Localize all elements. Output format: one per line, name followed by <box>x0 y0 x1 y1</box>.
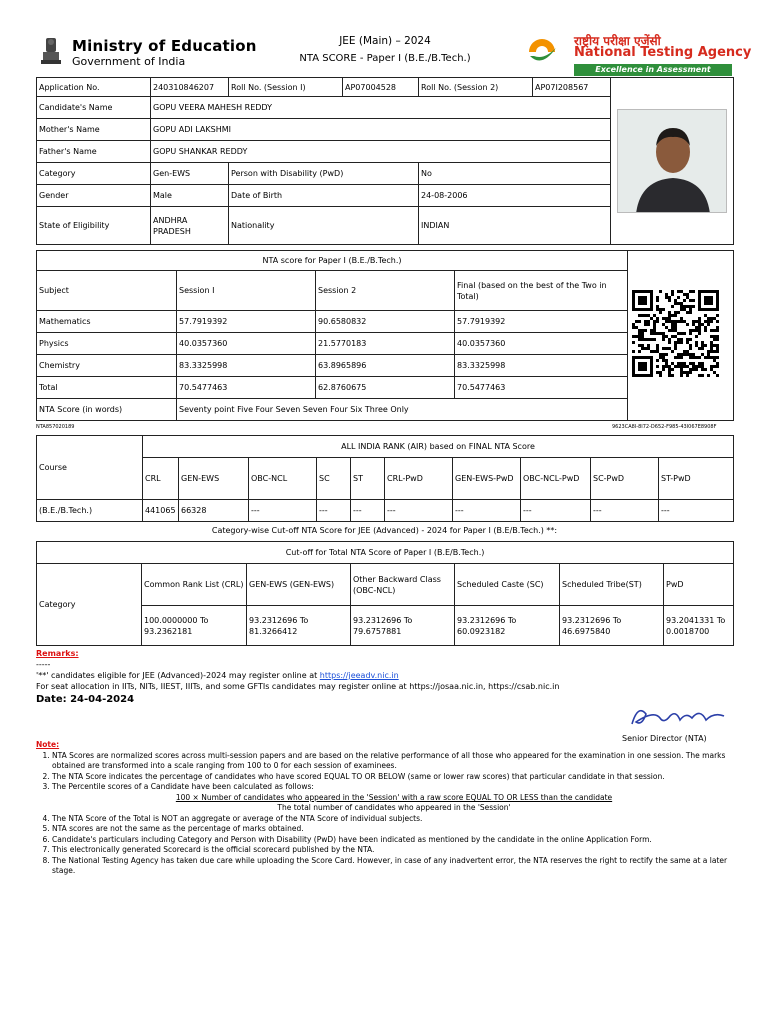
ministry-subtitle: Government of India <box>72 55 186 68</box>
jeeadv-link[interactable]: https://jeeadv.nic.in <box>319 671 399 680</box>
person-icon <box>618 110 727 213</box>
note-item: 2. The NTA Score indicates the percentage of candidates who have scored EQUAL TO OR BELOW (same or lower raw scores) that particular candidate in that session. <box>52 772 736 783</box>
cutoff-header: Scheduled Tribe(ST) <box>560 564 664 606</box>
scores-header-final: Final (based on the best of the Two in Total) <box>455 271 628 311</box>
photo-cell <box>611 78 734 245</box>
note-item: 7. This electronically generated Scorecard is the official scorecard published by the NTA. <box>52 845 736 856</box>
score-cell: 40.0357360 <box>177 333 316 355</box>
dob-label: Date of Birth <box>229 185 419 207</box>
score-words-value: Seventy point Five Four Seven Seven Four Six Three Only <box>177 399 628 421</box>
note-item: 6. Candidate's particulars including Category and Person with Disability (PwD) have been indicated as mentioned by the candidate in the online Application Form. <box>52 835 736 846</box>
rank-header: SC-PwD <box>591 458 659 500</box>
rank-header: GEN-EWS-PwD <box>453 458 521 500</box>
candidate-table <box>36 77 734 245</box>
rank-value: --- <box>351 500 385 522</box>
note-item-text: The Percentile scores of a Candidate have been calculated as follows: <box>52 782 314 791</box>
remarks-line1 <box>36 670 736 681</box>
category-label: Category <box>37 163 151 185</box>
note-item: 5. NTA scores are not the same as the percentage of marks obtained. <box>52 824 736 835</box>
signature-icon <box>620 700 740 732</box>
note-item: 4. The NTA Score of the Total is NOT an aggregate or average of the NTA Score of individual subjects. <box>52 814 736 825</box>
score-cell: 70.5477463 <box>455 377 628 399</box>
score-cell: Mathematics <box>37 311 177 333</box>
score-code-right: 9623CA8I-8I72-D652-F985-43I067E8908F <box>612 424 717 430</box>
cutoff-header: GEN-EWS (GEN-EWS) <box>247 564 351 606</box>
remarks-dash: ----- <box>36 660 51 669</box>
rank-value: --- <box>317 500 351 522</box>
rank-course-value: (B.E./B.Tech.) <box>37 500 143 522</box>
scores-title: NTA score for Paper I (B.E./B.Tech.) <box>37 251 628 271</box>
scores-header-subject: Subject <box>37 271 177 311</box>
remarks-section <box>36 648 736 705</box>
document-title: JEE (Main) – 2024 <box>339 35 431 47</box>
cutoff-value: 93.2312696 To 81.3266412 <box>247 606 351 646</box>
rank-header: OBC-NCL <box>249 458 317 500</box>
rank-value: --- <box>591 500 659 522</box>
score-words-label: NTA Score (in words) <box>37 399 177 421</box>
candidate-name-label: Candidate's Name <box>37 97 151 119</box>
cutoff-table <box>36 541 734 646</box>
score-cell: 83.3325998 <box>455 355 628 377</box>
cutoff-title: Cut-off for Total NTA Score of Paper I (B.E/B.Tech.) <box>37 542 734 564</box>
cutoff-header: Scheduled Caste (SC) <box>455 564 560 606</box>
notes-list <box>52 751 736 877</box>
application-no-label: Application No. <box>37 78 151 97</box>
cutoff-value: 93.2041331 To 0.0018700 <box>664 606 734 646</box>
gender-value: Male <box>151 185 229 207</box>
rank-header: GEN-EWS <box>179 458 249 500</box>
percentile-formula <box>52 793 736 814</box>
nationality-label: Nationality <box>229 207 419 245</box>
cutoff-value: 100.0000000 To 93.2362181 <box>142 606 247 646</box>
rank-value: 441065 <box>143 500 179 522</box>
nta-name: National Testing Agency <box>574 45 752 60</box>
gender-label: Gender <box>37 185 151 207</box>
cutoff-category-label: Category <box>37 564 142 646</box>
rank-header: CRL <box>143 458 179 500</box>
pwd-value: No <box>419 163 611 185</box>
score-cell: 63.8965896 <box>316 355 455 377</box>
cutoff-caption: Category-wise Cut-off NTA Score for JEE (Advanced) - 2024 for Paper I (B.E/B.Tech.) **: <box>211 526 558 535</box>
issue-date: Date: 24-04-2024 <box>36 694 135 705</box>
nta-logo-icon <box>526 38 558 70</box>
father-name-value: GOPU SHANKAR REDDY <box>151 141 611 163</box>
ministry-title: Ministry of Education <box>72 37 257 55</box>
nta-tagline: Excellence in Assessment <box>574 64 732 76</box>
cutoff-header: PwD <box>664 564 734 606</box>
qr-cell <box>628 251 734 421</box>
remarks-title: Remarks: <box>36 649 79 658</box>
note-item: 8. The National Testing Agency has taken due care while uploading the Score Card. However, in case of any inadvertent error, the NTA reserves the right to rectify the same at a later stage. <box>52 856 736 877</box>
remarks-line1-text: '**' candidates eligible for JEE (Advanced)-2024 may register online at <box>36 671 320 680</box>
rank-header: SC <box>317 458 351 500</box>
notes-section <box>36 740 736 877</box>
remarks-line2: For seat allocation in IITs, NITs, IIEST, IIITs, and some GFTIs candidates may register online at https://josaa.nic.in, https://csab.nic.in <box>36 682 560 691</box>
rank-value: --- <box>659 500 734 522</box>
score-cell: 57.7919392 <box>455 311 628 333</box>
dob-value: 24-08-2006 <box>419 185 611 207</box>
score-cell: 40.0357360 <box>455 333 628 355</box>
state-label: State of Eligibility <box>37 207 151 245</box>
qr-code-icon <box>630 284 722 384</box>
roll-no-session2-value: AP07I208567 <box>533 78 611 97</box>
rank-header: ST-PwD <box>659 458 734 500</box>
rank-table <box>36 435 734 522</box>
mother-name-value: GOPU ADI LAKSHMI <box>151 119 611 141</box>
score-cell: 90.6580832 <box>316 311 455 333</box>
score-cell: 83.3325998 <box>177 355 316 377</box>
rank-value: --- <box>249 500 317 522</box>
rank-course-label: Course <box>37 436 143 500</box>
scores-header-session2: Session 2 <box>316 271 455 311</box>
pwd-label: Person with Disability (PwD) <box>229 163 419 185</box>
signature-caption: Senior Director (NTA) <box>622 734 707 743</box>
rank-header: OBC-NCL-PwD <box>521 458 591 500</box>
category-value: Gen-EWS <box>151 163 229 185</box>
father-name-label: Father's Name <box>37 141 151 163</box>
rank-value: --- <box>453 500 521 522</box>
note-item <box>52 782 736 814</box>
document-subtitle: NTA SCORE - Paper I (B.E./B.Tech.) <box>299 53 471 64</box>
rank-value: --- <box>385 500 453 522</box>
score-cell: 62.8760675 <box>316 377 455 399</box>
roll-no-session2-label: Roll No. (Session 2) <box>419 78 533 97</box>
roll-no-session1-label: Roll No. (Session I) <box>229 78 343 97</box>
rank-title: ALL INDIA RANK (AIR) based on FINAL NTA Score <box>143 436 734 458</box>
state-value: ANDHRA PRADESH <box>151 207 229 245</box>
cutoff-value: 93.2312696 To 46.6975840 <box>560 606 664 646</box>
rank-header: CRL-PwD <box>385 458 453 500</box>
cutoff-value: 93.2312696 To 60.0923182 <box>455 606 560 646</box>
score-cell: Chemistry <box>37 355 177 377</box>
notes-title: Note: <box>36 740 60 749</box>
national-emblem-icon <box>38 36 64 74</box>
note-item: 1. NTA Scores are normalized scores across multi-session papers and are based on the relative performance of all those who appeared for the examination in one session. The marks obtained are transformed into a scale ranging from 100 to 0 for each session of examinees. <box>52 751 736 772</box>
header <box>0 0 768 76</box>
rank-value: 66328 <box>179 500 249 522</box>
score-cell: Physics <box>37 333 177 355</box>
cutoff-value: 93.2312696 To 79.6757881 <box>351 606 455 646</box>
formula-denominator: The total number of candidates who appeared in the 'Session' <box>277 803 511 812</box>
score-cell: Total <box>37 377 177 399</box>
scores-table <box>36 250 734 421</box>
cutoff-header: Other Backward Class (OBC-NCL) <box>351 564 455 606</box>
score-code-left: NTA857020189 <box>36 424 75 430</box>
roll-no-session1-value: AP07004528 <box>343 78 419 97</box>
rank-value: --- <box>521 500 591 522</box>
candidate-name-value: GOPU VEERA MAHESH REDDY <box>151 97 611 119</box>
application-no-value: 240310846207 <box>151 78 229 97</box>
score-cell: 70.5477463 <box>177 377 316 399</box>
nta-hindi-name: राष्ट्रीय परीक्षा एजेंसी <box>574 34 661 48</box>
candidate-photo <box>617 109 727 213</box>
cutoff-header: Common Rank List (CRL) <box>142 564 247 606</box>
score-cell: 21.5770183 <box>316 333 455 355</box>
formula-numerator: 100 × Number of candidates who appeared in the 'Session' with a raw score EQUAL TO OR LESS than the candidate <box>175 792 613 802</box>
score-cell: 57.7919392 <box>177 311 316 333</box>
scores-header-session1: Session I <box>177 271 316 311</box>
mother-name-label: Mother's Name <box>37 119 151 141</box>
rank-header: ST <box>351 458 385 500</box>
nationality-value: INDIAN <box>419 207 611 245</box>
